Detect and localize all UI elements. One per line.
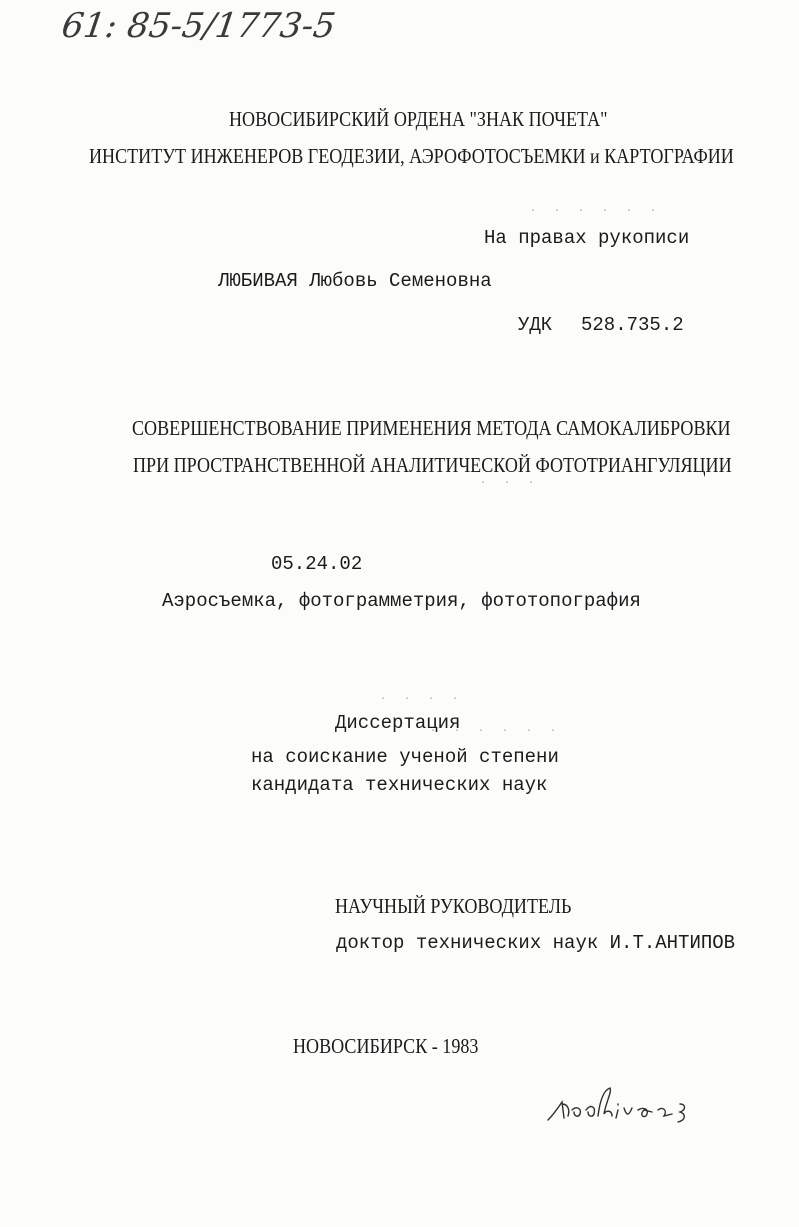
specialty-name: Аэросъемка, фотограмметрия, фототопография: [162, 590, 641, 612]
institution-line-1: НОВОСИБИРСКИЙ ОРДЕНА "ЗНАК ПОЧЕТА": [229, 107, 608, 131]
dissertation-label: Диссертация: [335, 712, 461, 734]
advisor-name: доктор технических наук И.Т.АНТИПОВ: [336, 932, 736, 954]
scan-speckle: · · ·: [480, 478, 541, 489]
udc-label: УДК: [518, 314, 553, 336]
dissertation-degree-line-2: кандидата технических наук: [251, 774, 548, 796]
specialty-code: 05.24.02: [271, 553, 363, 575]
scan-speckle: · · · · · ·: [430, 726, 563, 737]
scan-speckle: · · · · · ·: [530, 206, 663, 217]
dissertation-degree-line-1: на соискание ученой степени: [251, 746, 559, 768]
scan-speckle: · · · ·: [380, 694, 465, 705]
manuscript-rights: На правах рукописи: [484, 227, 690, 249]
thesis-title-line-2: ПРИ ПРОСТРАНСТВЕННОЙ АНАЛИТИЧЕСКОЙ ФОТОТРИАНГУЛЯЦИИ: [133, 453, 732, 477]
advisor-label: НАУЧНЫЙ РУКОВОДИТЕЛЬ: [335, 894, 572, 918]
place-year: НОВОСИБИРСК - 1983: [293, 1034, 479, 1058]
signature: [540, 1080, 690, 1130]
author-name: ЛЮБИВАЯ Любовь Семеновна: [218, 270, 492, 292]
institution-line-2: ИНСТИТУТ ИНЖЕНЕРОВ ГЕОДЕЗИИ, АЭРОФОТОСЪЕМКИ и КАРТОГРАФИИ: [89, 144, 734, 168]
thesis-title-line-1: СОВЕРШЕНСТВОВАНИЕ ПРИМЕНЕНИЯ МЕТОДА САМОКАЛИБРОВКИ: [132, 416, 731, 440]
udc-value: 528.735.2: [581, 314, 684, 336]
archive-number: 61: 85-5/1773-5: [59, 6, 338, 46]
